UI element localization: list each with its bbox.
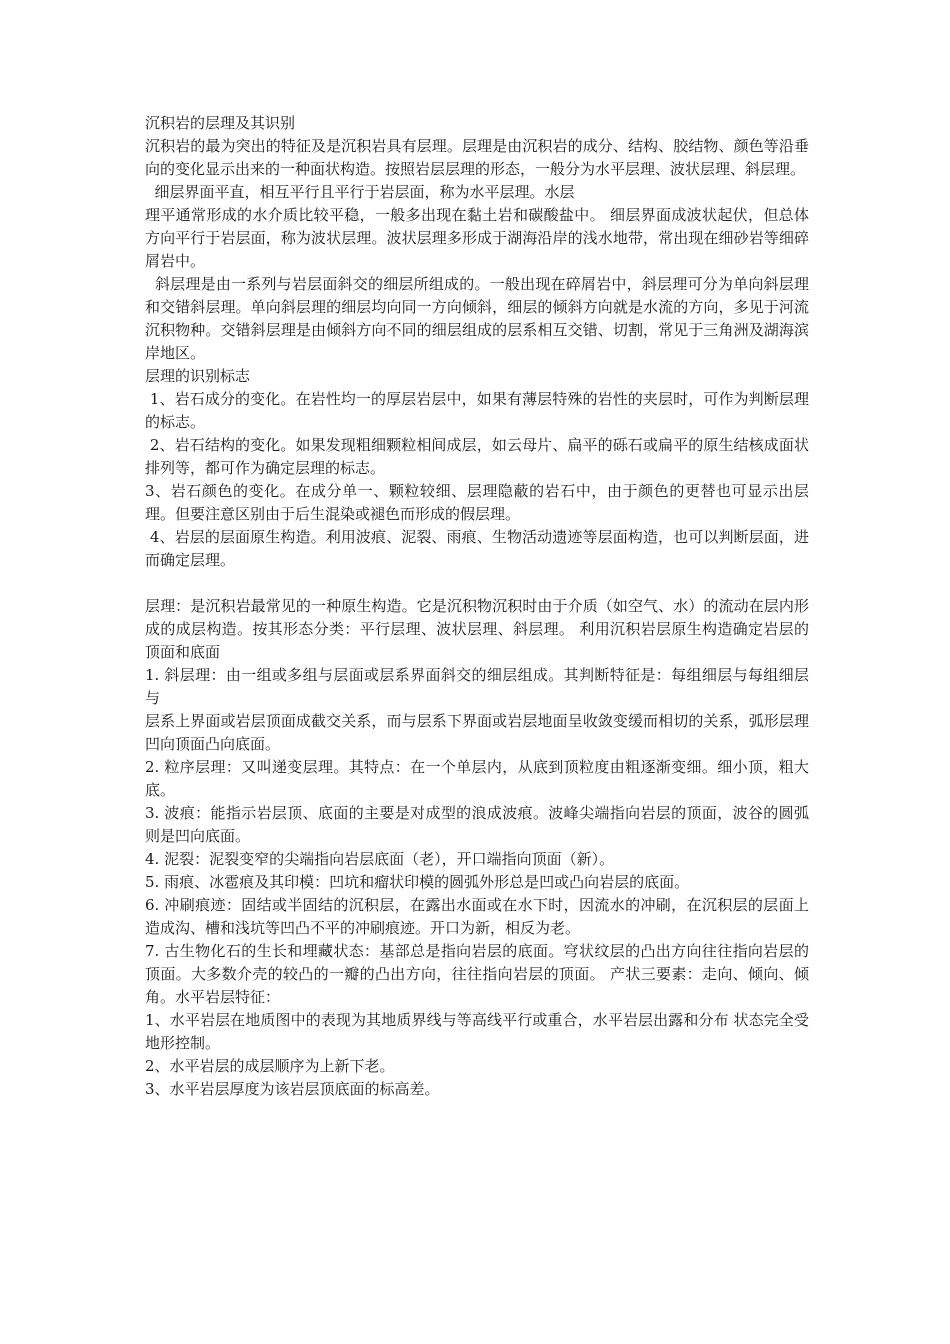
blank-line bbox=[145, 572, 809, 595]
paragraph: 层理：是沉积岩最常见的一种原生构造。它是沉积物沉积时由于介质（如空气、水）的流动在层内形成的成层构造。按其形态分类：平行层理、波状层理、斜层理。 利用沉积岩层原生构造确定岩层的顶面和底面 bbox=[145, 597, 809, 661]
paragraph: 沉积岩的最为突出的特征及是沉积岩具有层理。层理是由沉积岩的成分、结构、胶结物、颜色等沿垂向的变化显示出来的一种面状构造。按照岩层层理的形态，一般分为水平层理、波状层理、斜层理。 bbox=[145, 137, 809, 178]
list-item: 3、水平岩层厚度为该岩层顶底面的标高差。 bbox=[145, 1080, 440, 1098]
list-item: 4、岩层的层面原生构造。利用波痕、泥裂、雨痕、生物活动遗迹等层面构造，也可以判断层面，进而确定层理。 bbox=[145, 528, 809, 569]
list-item: 3. 波痕：能指示岩层顶、底面的主要是对成型的浪成波痕。波峰尖端指向岩层的顶面，波谷的圆弧则是凹向底面。 bbox=[145, 804, 809, 845]
paragraph: 层系上界面或岩层顶面成截交关系，而与层系下界面或岩层地面呈收敛变缓而相切的关系，弧形层理凹向顶面凸向底面。 bbox=[145, 712, 809, 753]
list-item: 6. 冲刷痕迹：固结或半固结的沉积层，在露出水面或在水下时，因流水的冲刷，在沉积层的层面上造成沟、槽和浅坑等凹凸不平的冲刷痕迹。开口为新，相反为老。 bbox=[145, 896, 809, 937]
list-item: 2、岩石结构的变化。如果发现粗细颗粒相间成层，如云母片、扁平的砾石或扁平的原生结核成面状排列等，都可作为确定层理的标志。 bbox=[145, 436, 809, 477]
document-title: 沉积岩的层理及其识别 bbox=[145, 114, 296, 132]
document-page bbox=[145, 112, 809, 1101]
list-item: 3、岩石颜色的变化。在成分单一、颗粒较细、层理隐蔽的岩石中，由于颜色的更替也可显示出层理。但要注意区别由于后生混染或褪色而形成的假层理。 bbox=[145, 482, 809, 523]
list-item: 7. 古生物化石的生长和埋藏状态：基部总是指向岩层的底面。穹状纹层的凸出方向往往指向岩层的顶面。大多数介壳的较凸的一瓣的凸出方向，往往指向岩层的顶面。 产状三要素：走向、倾向、倾角。水平岩层特征： bbox=[145, 942, 809, 1006]
list-item: 4. 泥裂：泥裂变窄的尖端指向岩层底面（老），开口端指向顶面（新）。 bbox=[145, 850, 615, 868]
list-item: 2. 粒序层理：又叫递变层理。其特点：在一个单层内，从底到顶粒度由粗逐渐变细。细小顶，粗大底。 bbox=[145, 758, 809, 799]
list-item: 1、水平岩层在地质图中的表现为其地质界线与等高线平行或重合，水平岩层出露和分布 状态完全受地形控制。 bbox=[145, 1011, 809, 1052]
list-item: 5. 雨痕、冰雹痕及其印模：凹坑和瘤状印模的圆弧外形总是凹或凸向岩层的底面。 bbox=[145, 873, 690, 891]
paragraph: 斜层理是由一系列与岩层面斜交的细层所组成的。一般出现在碎屑岩中，斜层理可分为单向斜层理和交错斜层理。单向斜层理的细层均向同一方向倾斜，细层的倾斜方向就是水流的方向，多见于河流沉积物种。交错斜层理是由倾斜方向不同的细层组成的层系相互交错、切割，常见于三角洲及湖海滨岸地区。 bbox=[145, 275, 809, 362]
list-item: 1、岩石成分的变化。在岩性均一的厚层岩层中，如果有薄层特殊的岩性的夹层时，可作为判断层理的标志。 bbox=[145, 390, 809, 431]
list-item: 1. 斜层理：由一组或多组与层面或层系界面斜交的细层组成。其判断特征是：每组细层与每组细层与 bbox=[145, 666, 809, 707]
section-heading: 层理的识别标志 bbox=[145, 367, 251, 385]
paragraph: 理平通常形成的水介质比较平稳，一般多出现在黏土岩和碳酸盐中。 细层界面成波状起伏，但总体方向平行于岩层面，称为波状层理。波状层理多形成于湖海沿岸的浅水地带，常出现在细砂岩等细碎屑岩中。 bbox=[145, 206, 809, 270]
list-item: 2、水平岩层的成层顺序为上新下老。 bbox=[145, 1057, 395, 1075]
paragraph: 细层界面平直，相互平行且平行于岩层面，称为水平层理。水层 bbox=[145, 183, 575, 201]
